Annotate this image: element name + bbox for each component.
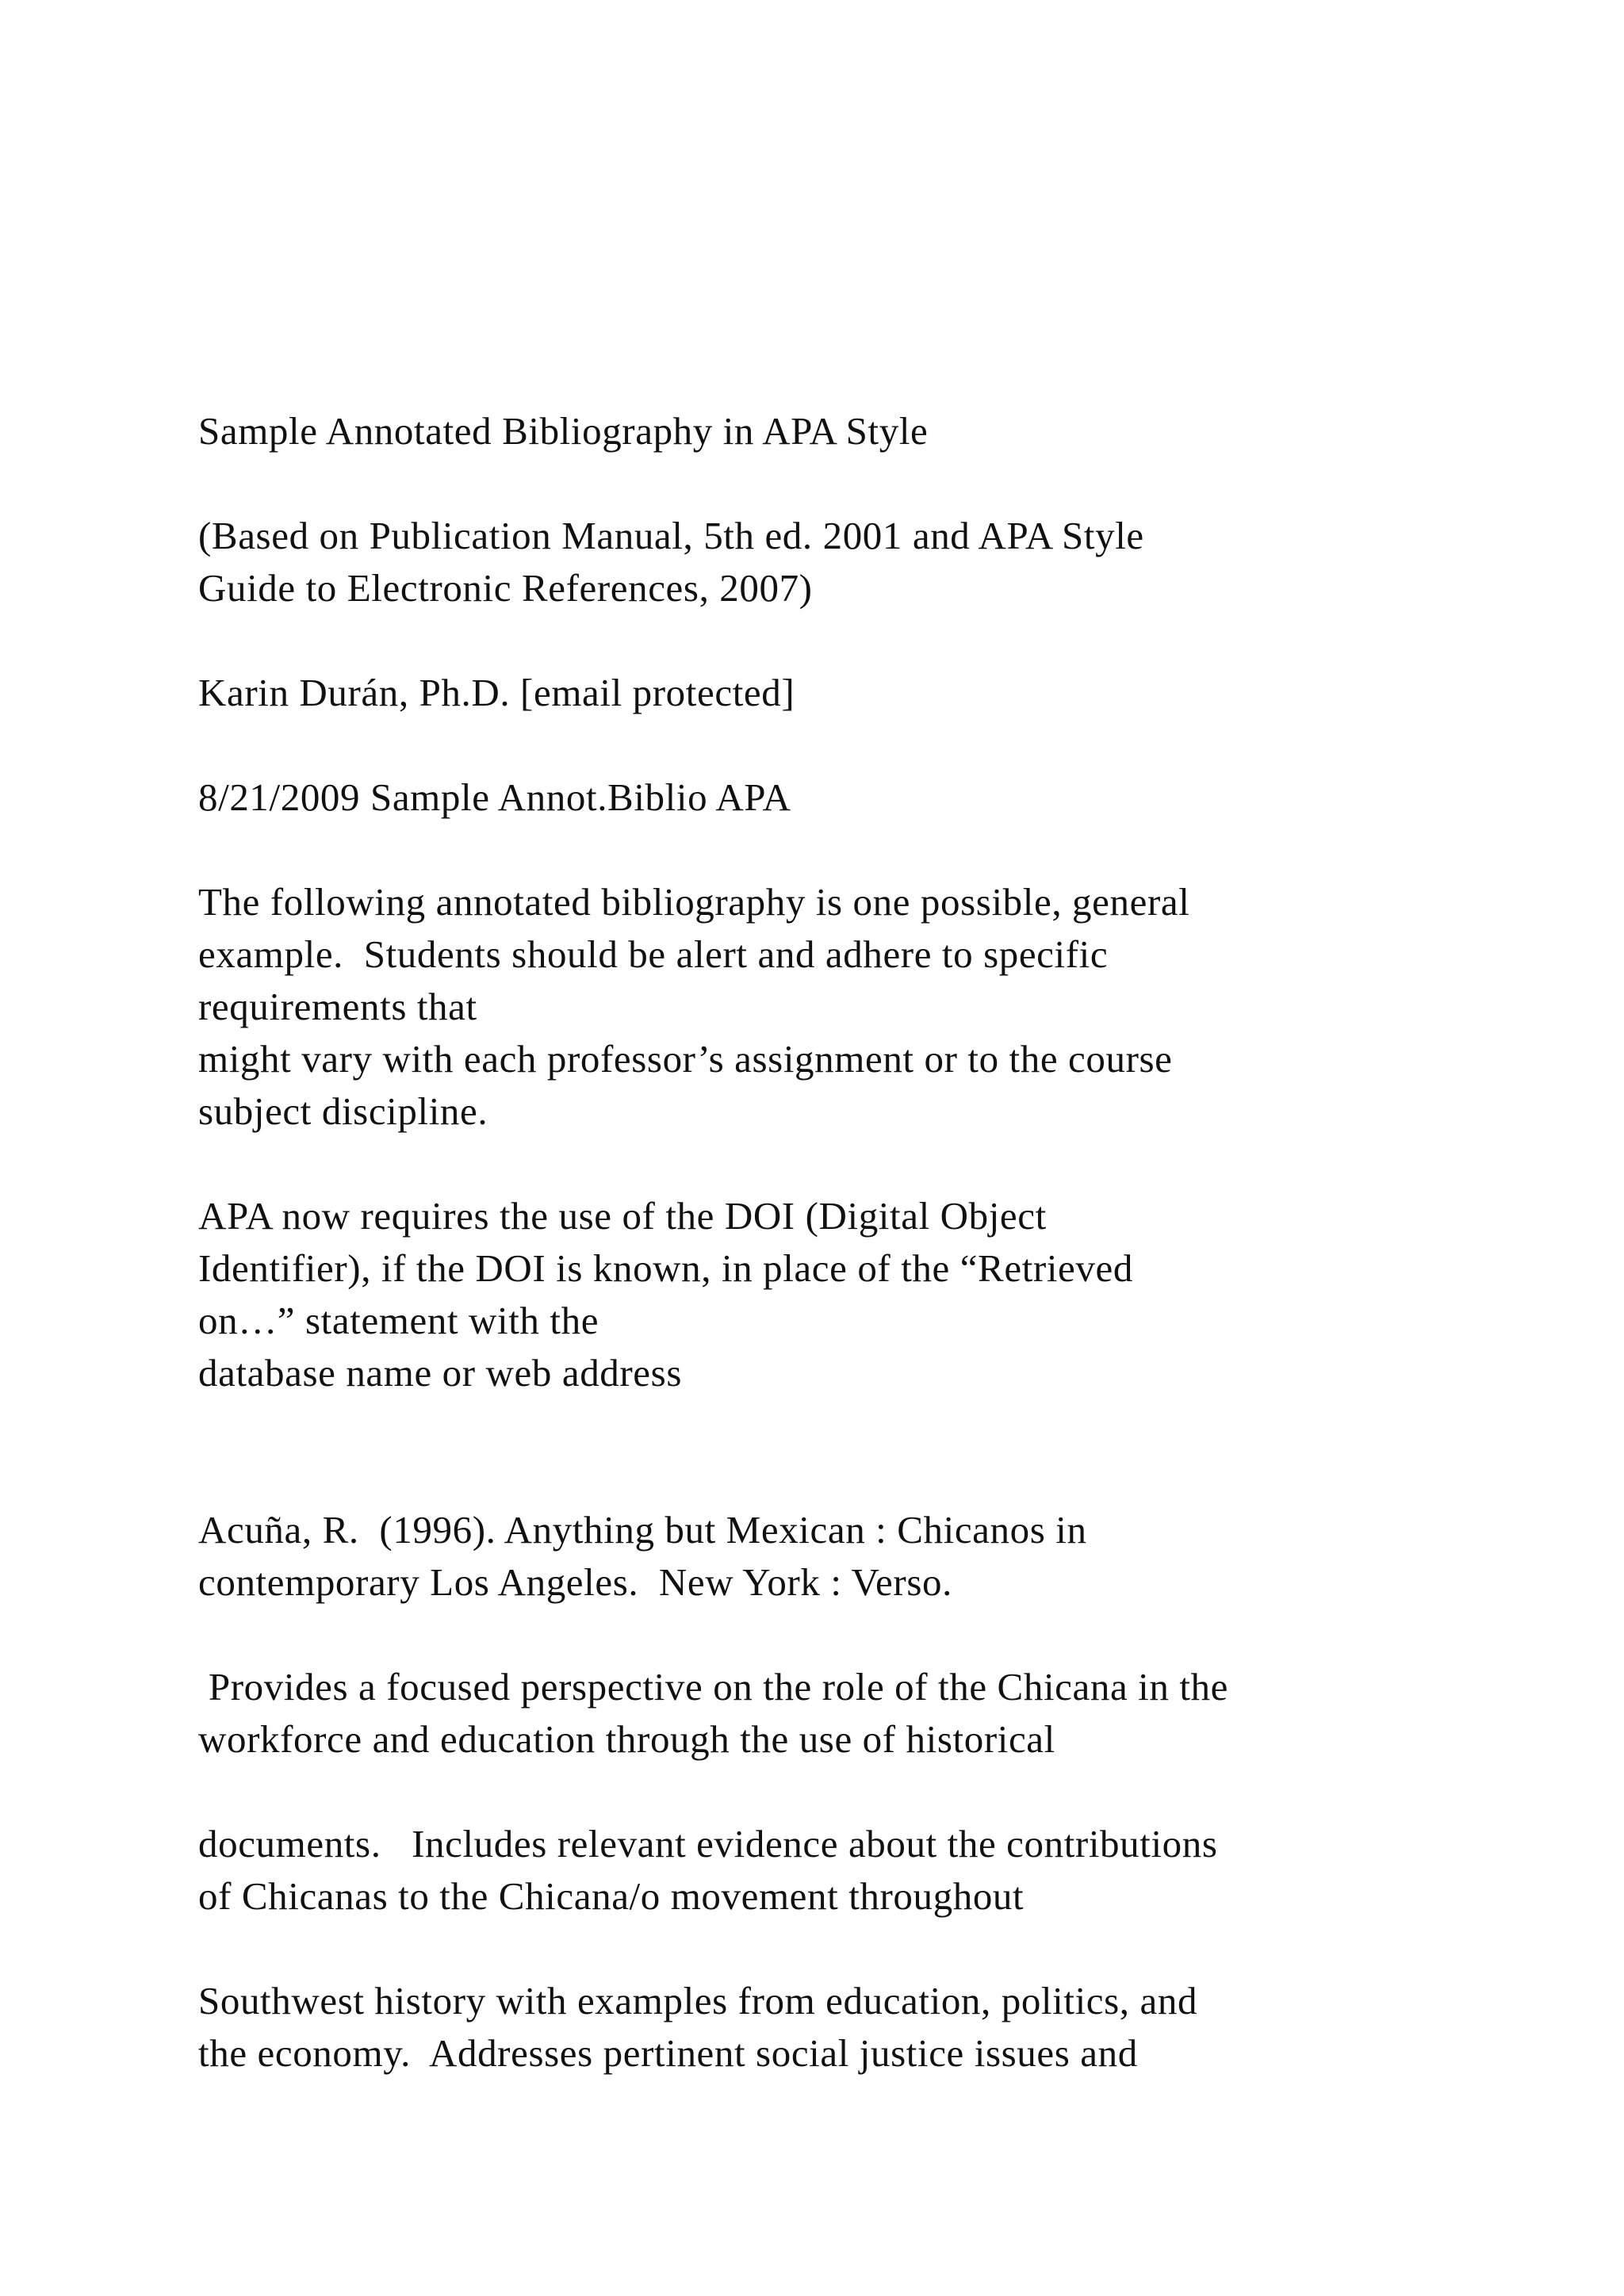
- annotation-line-2: workforce and education through the use of historical: [198, 1717, 1055, 1761]
- citation-line-1: Acuña, R. (1996). Anything but Mexican : Chicanos in: [198, 1508, 1087, 1552]
- annotation-line-3: documents. Includes relevant evidence about the contributions: [198, 1822, 1218, 1866]
- document-title: Sample Annotated Bibliography in APA Style: [198, 409, 929, 453]
- citation-line-2: contemporary Los Angeles. New York : Verso.: [198, 1560, 952, 1604]
- annotation-line-5: Southwest history with examples from education, politics, and: [198, 1979, 1198, 2022]
- doi-line-2: Identifier), if the DOI is known, in place of the “Retrieved: [198, 1246, 1133, 1290]
- doi-line-4: database name or web address: [198, 1351, 682, 1395]
- annotation-line-4: of Chicanas to the Chicana/o movement throughout: [198, 1874, 1025, 1918]
- intro-line-1: The following annotated bibliography is one possible, general: [198, 880, 1190, 924]
- annotation-line-6: the economy. Addresses pertinent social justice issues and: [198, 2031, 1138, 2075]
- intro-line-4: might vary with each professor’s assignment or to the course: [198, 1037, 1173, 1081]
- intro-line-3: requirements that: [198, 985, 477, 1028]
- basis-line-1: (Based on Publication Manual, 5th ed. 2001 and APA Style: [198, 514, 1144, 557]
- date-line: 8/21/2009 Sample Annot.Biblio APA: [198, 775, 791, 819]
- doi-line-3: on…” statement with the: [198, 1299, 599, 1342]
- intro-line-2: example. Students should be alert and adhere to specific: [198, 932, 1109, 976]
- annotation-line-1: Provides a focused perspective on the role of the Chicana in the: [198, 1665, 1228, 1709]
- author-line: Karin Durán, Ph.D. [email protected]: [198, 671, 795, 714]
- basis-line-2: Guide to Electronic References, 2007): [198, 566, 813, 610]
- doi-line-1: APA now requires the use of the DOI (Digital Object: [198, 1194, 1047, 1238]
- intro-line-5: subject discipline.: [198, 1089, 488, 1133]
